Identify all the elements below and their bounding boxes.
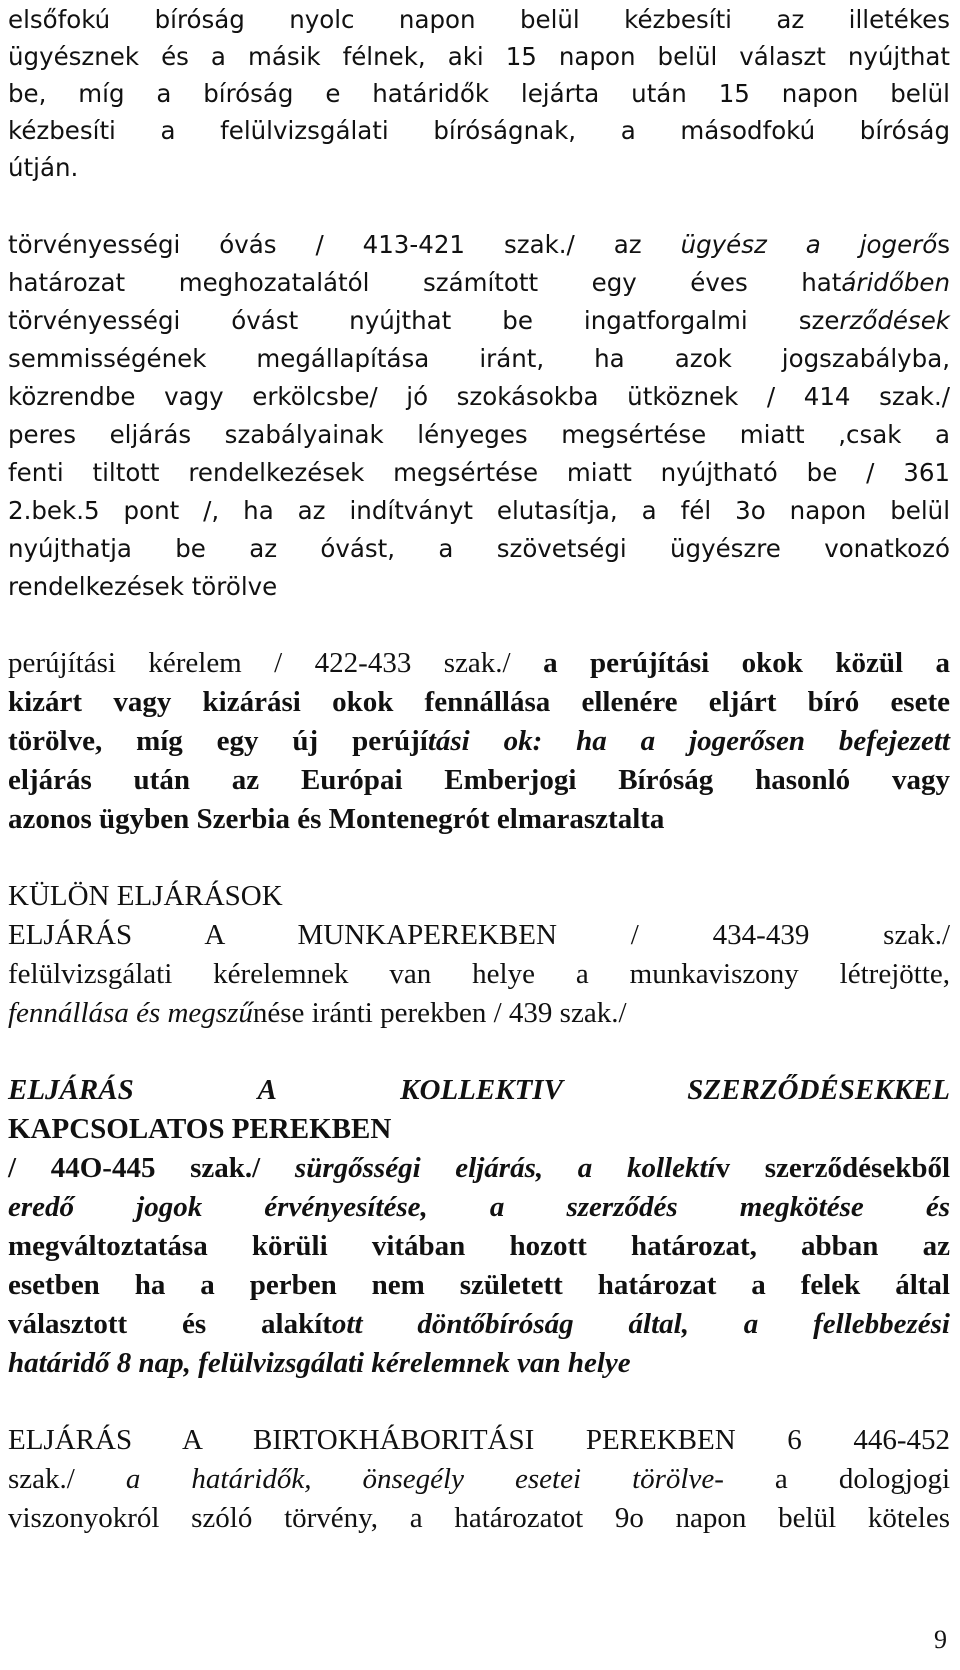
text-line: eredő jogok érvényesítése, a szerződés megkötése és: [8, 1191, 950, 1223]
text-line: peres eljárás szabályainak lényeges megsértése miatt ,csak a: [8, 420, 950, 449]
text-line: eljárás után az Európai Emberjogi Bíróság hasonló vagy: [8, 764, 950, 796]
text-line: közrendbe vagy erkölcsbe/ jó szokásokba ütköznek / 414 szak./: [8, 382, 950, 411]
text-line: törölve, míg egy új perújítási ok: ha a jogerősen befejezett: [8, 725, 950, 757]
text-line: / 44O-445 szak./ sürgősségi eljárás, a kollektív szerződésekből: [8, 1152, 951, 1184]
text-line: 2.bek.5 pont /, ha az indítványt elutasítja, a fél 3o napon belül: [8, 496, 950, 525]
text-line: kézbesíti a felülvizsgálati bíróságnak, a másodfokú bíróság: [8, 116, 950, 145]
text-line: határozat meghozatalától számított egy éves határidőben: [8, 268, 950, 297]
text-line: felülvizsgálati kérelemnek van helye a munkaviszony létrejötte,: [8, 958, 950, 990]
text-line: törvényességi óvást nyújthat be ingatforgalmi szerződések: [8, 306, 950, 335]
page-number: 9: [934, 1625, 947, 1654]
text-line: perújítási kérelem / 422-433 szak./ a perújítási okok közül a: [8, 647, 950, 679]
section-heading: ELJÁRÁS A MUNKAPEREKBEN / 434-439 szak./: [8, 919, 950, 951]
text-line: rendelkezések törölve: [8, 572, 278, 601]
section-heading: ELJÁRÁS A BIRTOKHÁBORITÁSI PEREKBEN 6 446-452: [8, 1424, 950, 1456]
text-line: útján.: [8, 153, 79, 182]
text-line: kizárt vagy kizárási okok fennállása ellenére eljárt bíró esete: [8, 686, 950, 718]
text-line: megváltoztatása körüli vitában hozott határozat, abban az: [8, 1230, 950, 1262]
text-line: elsőfokú bíróság nyolc napon belül kézbesíti az illetékes: [8, 5, 950, 34]
text-line: fenti tiltott rendelkezések megsértése miatt nyújtható be / 361: [8, 458, 950, 487]
text-line: törvényességi óvás / 413-421 szak./ az ügyész a jogerős: [8, 230, 950, 259]
text-line: semmisségének megállapítása iránt, ha azok jogszabályba,: [8, 344, 950, 373]
text-line: határidő 8 nap, felülvizsgálati kérelemnek van helye: [8, 1347, 631, 1379]
text-line: nyújthatja be az óvást, a szövetségi ügyészre vonatkozó: [8, 534, 950, 563]
text-line: esetben ha a perben nem született határozat a felek által: [8, 1269, 950, 1301]
text-line: választott és alakított döntőbíróság által, a fellebbezési: [8, 1308, 950, 1340]
section-heading: ELJÁRÁS A KOLLEKTIV SZERZŐDÉSEKKEL: [8, 1074, 950, 1106]
text-line: viszonyokról szóló törvény, a határozatot 9o napon belül köteles: [8, 1502, 950, 1534]
text-line: ügyésznek és a másik félnek, aki 15 napon belül választ nyújthat: [8, 42, 950, 71]
text-line: fennállása és megszűnése iránti perekben / 439 szak./: [8, 997, 627, 1029]
text-line: azonos ügyben Szerbia és Montenegrót elmarasztalta: [8, 803, 665, 835]
text-line: szak./ a határidők, önsegély esetei törölve- a dologjogi: [8, 1463, 951, 1495]
section-heading: KAPCSOLATOS PEREKBEN: [8, 1113, 392, 1145]
section-heading: KÜLÖN ELJÁRÁSOK: [8, 880, 283, 912]
text-line: be, míg a bíróság e határidők lejárta után 15 napon belül: [8, 79, 950, 108]
